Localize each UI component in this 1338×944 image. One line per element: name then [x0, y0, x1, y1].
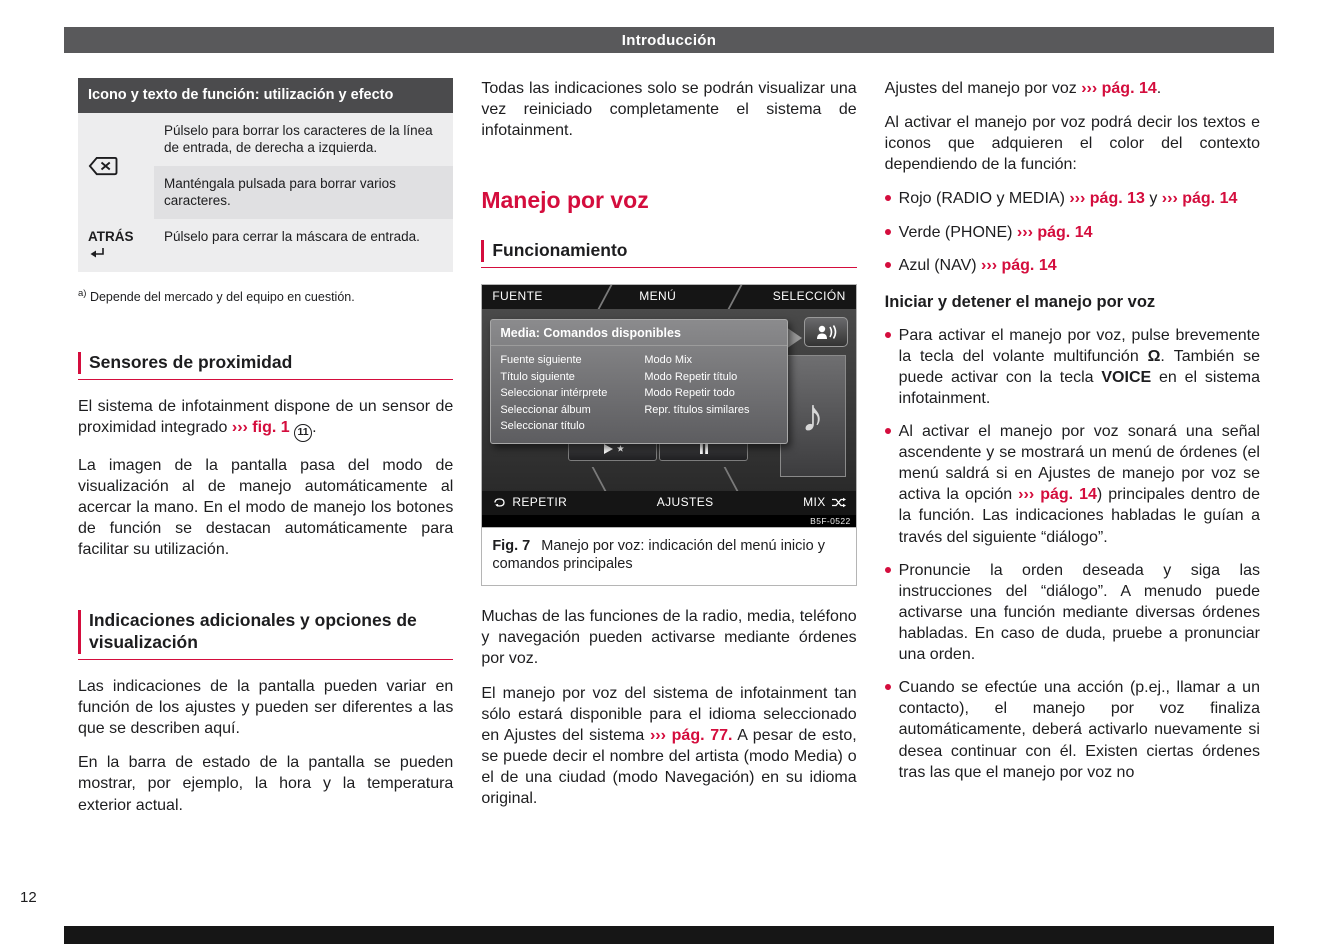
command-item[interactable]: Modo Mix — [644, 354, 693, 367]
bullet-item — [885, 421, 1260, 548]
dialog-pointer — [786, 327, 802, 349]
bullet-item — [885, 222, 1260, 243]
play-icon — [602, 443, 614, 455]
color-bullets — [885, 188, 1260, 275]
table-cell: Manténgala pulsada para borrar varios caracteres. — [154, 166, 453, 219]
paragraph: Ajustes del manejo por voz ››› pág. 14. — [884, 80, 1162, 97]
bullet-item — [885, 325, 1260, 409]
star-icon — [617, 445, 624, 452]
backspace-icon-cell — [78, 113, 154, 219]
bullet-icon — [885, 428, 891, 434]
tab-menu[interactable]: MENÚ — [639, 288, 677, 303]
command-item[interactable]: Seleccionar álbum — [500, 403, 591, 416]
section-heading-text: Funcionamiento — [492, 239, 628, 260]
page-content — [78, 78, 1260, 829]
dialog-title: Media: Comandos disponibles — [491, 320, 787, 347]
voice-icon — [814, 323, 838, 341]
table-cell: Púlselo para cerrar la máscara de entrada. — [154, 219, 453, 272]
table-cell: Púlselo para borrar los caracteres de la línea de entrada, de derecha a izquierda. — [154, 113, 453, 166]
paragraph: Todas las indicaciones solo se podrán visualizar una vez reiniciado completamente el sistema de infotainment. — [481, 80, 857, 140]
step-bullets — [885, 325, 1260, 783]
bullet-text: Verde (PHONE) ››› pág. 14 — [898, 223, 1093, 241]
tab-seleccion[interactable]: SELECCIÓN — [772, 288, 846, 303]
figure-caption — [482, 527, 855, 586]
infotainment-screen — [482, 285, 855, 527]
bullet-text: Azul (NAV) ››› pág. 14 — [898, 256, 1057, 274]
commands-right — [644, 352, 778, 435]
bullet-text: Para activar el manejo por voz, pulse brevemente la tecla del volante multifunción Ω. También se puede activar con la tecla VOICE en el sistema infotainment. — [898, 326, 1260, 407]
footnote-text: Depende del mercado y del equipo en cuestión. — [89, 290, 355, 305]
table-footnote — [78, 288, 453, 306]
commands-left — [500, 352, 634, 435]
heading-accent-bar — [78, 352, 81, 374]
tab-separator — [592, 467, 607, 491]
repeat-icon — [492, 497, 507, 508]
heading-accent-bar — [78, 610, 81, 654]
paragraph: Las indicaciones de la pantalla pueden variar en función de los ajustes y pueden ser diferentes a las que se describen aquí. — [78, 678, 454, 738]
column-left — [78, 78, 453, 829]
voice-button[interactable] — [804, 317, 848, 347]
table-body — [78, 113, 453, 272]
bullet-item — [885, 677, 1260, 783]
column-right — [885, 78, 1260, 829]
section-heading-text: Sensores de proximidad — [89, 351, 293, 372]
page-header-bar — [64, 27, 1274, 53]
paragraph: El sistema de infotainment dispone de un sensor de proximidad integrado ››› fig. 1 11 . — [78, 396, 453, 442]
screen-bottom-bar — [482, 491, 855, 515]
tab-separator — [724, 467, 739, 491]
bullet-icon — [885, 195, 891, 201]
section-heading-indicaciones — [78, 610, 453, 660]
music-note-icon: ♪ — [801, 389, 825, 442]
paragraph: La imagen de la pantalla pasa del modo de visualización al de manejo automáticamente al acercar la mano. En el modo de manejo los botones de función se destacan automáticamente para facilitar su utilización. — [78, 456, 454, 559]
pause-icon — [699, 443, 709, 455]
figure-caption-text: Manejo por voz: indicación del menú inicio y comandos principales — [492, 537, 825, 573]
bullet-icon — [885, 567, 891, 573]
command-item[interactable]: Seleccionar intérprete — [500, 387, 608, 400]
shuffle-icon — [831, 497, 846, 508]
bullet-text: Pronuncie la orden deseada y siga las instrucciones del “diálogo”. A menudo puede activarse una función mediante diversas órdenes habladas. En caso de duda, pruebe a pronunciar una orden. — [898, 561, 1260, 664]
bullet-text: Al activar el manejo por voz sonará una señal ascendente y se mostrará un menú de órdenes (el menú saldrá si en Ajustes de manejo por voz se activa la opción ››› pág. 14) principales dentro de la función. Las indicaciones habladas le guían a través del siguiente “diálogo”. — [898, 422, 1261, 546]
column-middle — [481, 78, 856, 829]
command-item[interactable]: Título siguiente — [500, 370, 575, 383]
bullet-item — [885, 560, 1260, 666]
bullet-text: Cuando se efectúe una acción (p.ej., llamar a un contacto), el manejo por voz finaliza automáticamente, deberá activarlo nuevamente si desea continuar con él. Existen ciertas órdenes tras las que el manejo por voz no — [898, 679, 1260, 781]
screen-top-bar — [482, 285, 855, 309]
command-item[interactable]: Repr. títulos similares — [644, 403, 750, 416]
ajustes-label: AJUSTES — [656, 494, 714, 509]
repeat-tab[interactable] — [492, 495, 567, 511]
paragraph: El manejo por voz del sistema de infotainment tan sólo estará disponible para el idioma seleccionado en Ajustes del sistema ››› pág. 77. A pesar de esto, se puede decir el nombre del artista (modo Media) o el de una ciudad (modo Navegación) en su idioma original. — [481, 684, 857, 808]
section-heading-proximity — [78, 352, 453, 380]
album-art-box — [780, 355, 846, 477]
backspace-icon — [88, 156, 118, 176]
bullet-icon — [885, 684, 891, 690]
section-heading-text: Indicaciones adicionales y opciones de visualización — [89, 610, 417, 653]
command-item[interactable]: Modo Repetir todo — [644, 387, 735, 400]
voice-commands-dialog — [490, 319, 788, 444]
page-number: 12 — [20, 889, 37, 906]
bullet-icon — [885, 229, 891, 235]
atras-label: ATRÁS — [88, 229, 134, 245]
bullet-icon — [885, 262, 891, 268]
back-arrow-icon — [88, 246, 106, 259]
footnote-marker: a) — [78, 288, 87, 300]
tab-fuente[interactable]: FUENTE — [492, 288, 543, 303]
paragraph: En la barra de estado de la pantalla se pueden mostrar, por ejemplo, la hora y la temperatura exterior actual. — [78, 754, 454, 814]
subheading-iniciar-detener: Iniciar y detener el manejo por voz — [884, 292, 1156, 311]
bullet-item — [885, 188, 1260, 209]
table-title: Icono y texto de función: utilización y efecto — [78, 78, 453, 113]
command-item[interactable]: Seleccionar título — [500, 420, 585, 433]
dialog-body — [491, 346, 787, 443]
figure-7 — [481, 284, 856, 587]
bullet-item — [885, 255, 1260, 276]
function-icon-table — [78, 78, 453, 272]
command-item[interactable]: Fuente siguiente — [500, 354, 582, 367]
figure-label: Fig. 7 — [492, 537, 531, 554]
ajustes-tab[interactable] — [657, 495, 714, 511]
repeat-label: REPETIR — [512, 494, 568, 509]
figure-code: B5F-0522 — [482, 515, 855, 527]
mix-label: MIX — [803, 494, 826, 509]
bullet-icon — [885, 332, 891, 338]
mix-tab[interactable] — [803, 495, 846, 511]
section-heading-funcionamiento — [481, 240, 856, 268]
bullet-text: Rojo (RADIO y MEDIA) ››› pág. 13 y ››› pág. 14 — [898, 190, 1238, 208]
paragraph: Al activar el manejo por voz podrá decir los textos e iconos que adquieren el color del contexto dependiendo de la función: — [884, 114, 1260, 174]
chapter-title-voice: Manejo por voz — [481, 187, 649, 214]
atras-cell — [78, 219, 154, 272]
paragraph: Muchas de las funciones de la radio, media, teléfono y navegación pueden activarse mediante órdenes por voz. — [481, 608, 857, 668]
command-item[interactable]: Modo Repetir título — [644, 370, 738, 383]
page-footer-bar — [64, 926, 1274, 944]
page-header-title: Introducción — [621, 31, 717, 49]
heading-accent-bar — [481, 240, 484, 262]
